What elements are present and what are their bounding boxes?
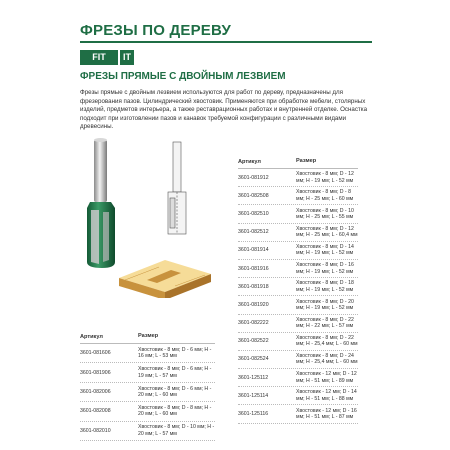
article-cell: 3601-081916 [238,265,269,272]
brand-badge: IT [120,50,134,65]
size-cell: Хвостовик - 8 мм; D - 14 мм; H - 19 мм; L - 52 мм [296,243,354,257]
size-cell: Хвостовик - 8 мм; D - 8 мм; H - 25 мм; L - 60 мм [296,189,354,202]
size-cell: Хвостовик - 12 мм; D - 12 мм; H - 51 мм; L - 89 мм [296,371,357,384]
size-cell: Хвостовик - 8 мм; D - 6 мм; H - 16 мм; L - 53 мм [138,346,212,360]
article-cell: 3601-081918 [238,283,269,290]
size-cell: Хвостовик - 8 мм; D - 16 мм; H - 19 мм; L - 52 мм [296,262,354,275]
size-cell: Хвостовик - 8 мм; D - 12 мм; H - 19 мм; L - 52 мм [296,171,354,184]
table-row [238,315,358,333]
table-row [80,344,215,363]
table-row [80,363,215,382]
table-header [238,155,358,169]
title-underline [80,41,372,43]
table-row [238,405,358,423]
size-cell: Хвостовик - 8 мм; D - 6 мм; H - 20 мм; L - 60 мм [138,385,212,398]
article-column-header: Артикул [238,158,261,165]
table-row [238,242,358,260]
product-illustrations [85,128,225,298]
size-cell: Хвостовик - 8 мм; D - 22 мм; H - 25,4 мм; L - 60 мм [296,334,358,348]
table-row [80,402,215,421]
table-row [238,205,358,223]
section-subtitle: ФРЕЗЫ ПРЯМЫЕ С ДВОЙНЫМ ЛЕЗВИЕМ [80,71,286,82]
router-bit-image [87,138,115,268]
table-row [238,278,358,296]
table-row [80,383,215,402]
article-cell: 3601-081906 [80,369,111,376]
article-cell: 3601-081920 [238,301,269,308]
size-column-header: Размер [138,333,159,340]
wood-groove-illustration [119,260,211,298]
article-cell: 3601-082510 [238,210,269,217]
article-cell: 3601-082006 [80,388,111,395]
size-cell: Хвостовик - 8 мм; D - 10 мм; H - 25 мм; L - 55 мм [296,207,354,220]
size-column-header: Размер [296,158,317,165]
article-cell: 3601-082524 [238,356,269,363]
table-header [80,330,215,344]
table-row [238,260,358,278]
technical-drawing [168,142,186,234]
article-column-header: Артикул [80,333,103,340]
table-row [238,369,358,387]
size-cell: Хвостовик - 8 мм; D - 12 мм; H - 25 мм; L - 60,4 мм [296,225,358,239]
table-row [238,169,358,187]
table-row [238,224,358,242]
page-title: ФРЕЗЫ ПО ДЕРЕВУ [80,22,231,39]
table-row [238,351,358,369]
size-cell: Хвостовик - 8 мм; D - 6 мм; H - 19 мм; L - 57 мм [138,366,212,379]
article-cell: 3601-125116 [238,411,269,418]
size-cell: Хвостовик - 8 мм; D - 8 мм; H - 20 мм; L - 60 мм [138,404,212,418]
table-row [238,387,358,405]
article-cell: 3601-081912 [238,174,269,181]
product-description: Фрезы прямые с двойным лезвием используются для работ по дереву, предназначены для фрезерования пазов. Цилиндрический хвостовик. Применяются при обработке мебели, столярных изделий, предметов интерьера, а также реставрационных работах и внутренней отделке. Оснастка подходит при изготовлении пазов и канавок требуемой конфигурации с различными видами древесины. [80,89,368,131]
size-cell: Хвостовик - 8 мм; D - 10 мм; H - 20 мм; L - 57 мм [138,424,215,437]
article-cell: 3601-125112 [238,374,269,381]
article-cell: 3601-125114 [238,392,269,399]
size-cell: Хвостовик - 8 мм; D - 24 мм; H - 25,4 мм; L - 60 мм [296,353,358,366]
brand-logo: FIT [80,50,118,65]
size-cell: Хвостовик - 8 мм; D - 18 мм; H - 19 мм; L - 52 мм [296,280,354,293]
article-cell: 3601-081606 [80,350,111,357]
table-row [80,422,215,441]
size-cell: Хвостовик - 8 мм; D - 20 мм; H - 19 мм; L - 52 мм [296,298,354,311]
specs-table-left [80,330,215,441]
table-row [238,187,358,205]
article-cell: 3601-082508 [238,192,269,199]
specs-table-right [238,155,358,424]
article-cell: 3601-082222 [238,320,269,327]
size-cell: Хвостовик - 8 мм; D - 22 мм; H - 22 мм; L - 57 мм [296,316,354,330]
table-row [238,333,358,351]
article-cell: 3601-082010 [80,427,111,434]
article-cell: 3601-082008 [80,408,111,415]
article-cell: 3601-082512 [238,229,269,236]
article-cell: 3601-082522 [238,338,269,345]
size-cell: Хвостовик - 12 мм; D - 14 мм; H - 51 мм; L - 88 мм [296,389,357,402]
article-cell: 3601-081914 [238,247,269,254]
size-cell: Хвостовик - 12 мм; D - 16 мм; H - 51 мм; L - 87 мм [296,407,357,421]
table-row [238,296,358,314]
